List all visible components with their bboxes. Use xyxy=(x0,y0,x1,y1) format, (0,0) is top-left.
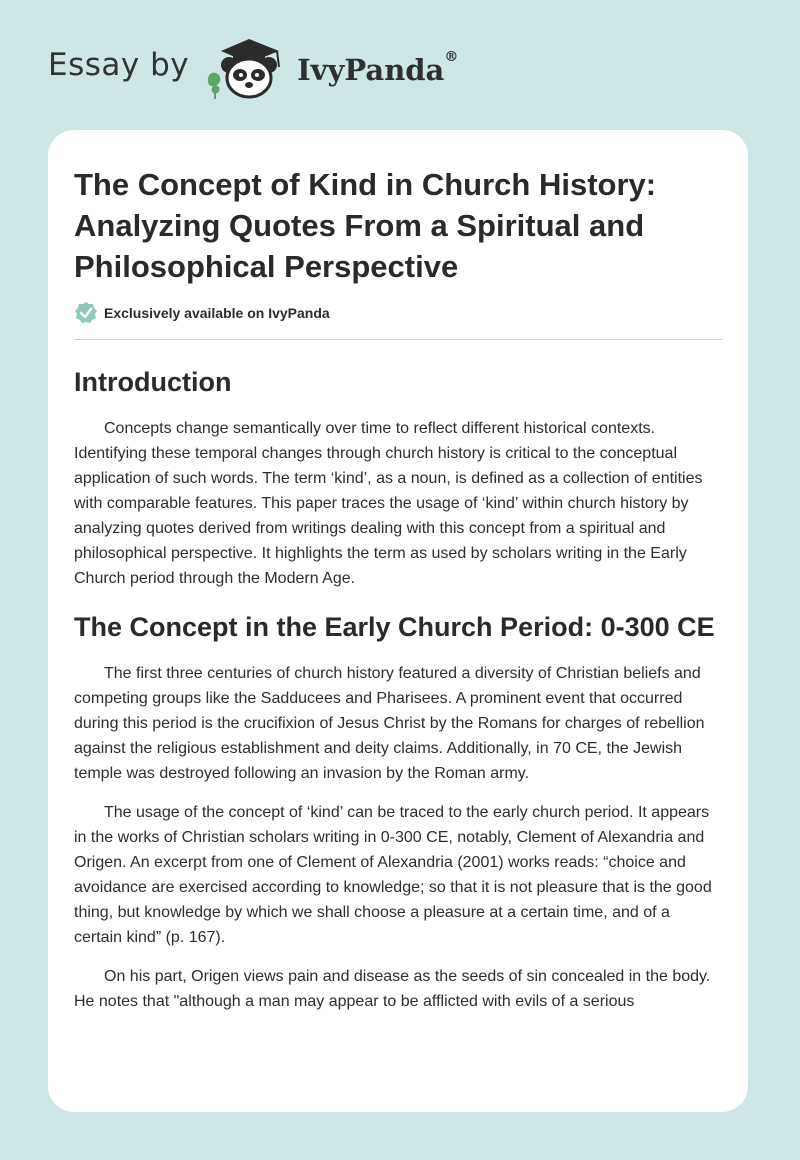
title-divider xyxy=(74,339,722,340)
paragraph: The usage of the concept of ‘kind’ can be traced to the early church period. It appears in the works of Christian scholars writing in 0-300 CE, notably, Clement of Alexandria and Origen. An excerpt from one of Clement of Alexandria (2001) works reads: “choice and avoidance are exercised according to knowledge; so that it is not pleasure that is the good thing, but knowledge by which we shall choose a pleasure at a certain time, and of a certain kind” (p. 167). xyxy=(74,804,712,946)
checkmark-badge-icon xyxy=(74,301,98,325)
paragraph: On his part, Origen views pain and disease as the seeds of sin concealed in the body. He notes that "although a man may appear to be afflicted with evils of a serious xyxy=(74,968,711,1010)
panda-logo-icon[interactable] xyxy=(201,35,293,101)
section-heading-introduction: Introduction xyxy=(74,367,232,397)
section-heading-early-church: The Concept in the Early Church Period: 0-300 CE xyxy=(74,612,715,642)
registered-mark: ® xyxy=(444,49,459,65)
essay-card xyxy=(48,130,748,1112)
exclusive-badge xyxy=(74,301,722,325)
brand-name[interactable] xyxy=(297,49,459,87)
essay-title: The Concept of Kind in Church History: Analyzing Quotes From a Spiritual and Philosophical Perspective xyxy=(74,167,657,284)
paragraph: The first three centuries of church history featured a diversity of Christian beliefs and competing groups like the Sadducees and Pharisees. A prominent event that occurred during this period is the crucifixion of Jesus Christ by the Romans for charges of rebellion against the religious establishment and deity claims. Additionally, in 70 CE, the Jewish temple was destroyed following an invasion by the Roman army. xyxy=(74,665,705,782)
brand-name-text: IvyPanda xyxy=(297,53,445,87)
essay-by-label: Essay by xyxy=(48,47,190,83)
site-header xyxy=(48,28,748,108)
exclusive-badge-text: Exclusively available on IvyPanda xyxy=(104,305,330,321)
paragraph: Concepts change semantically over time to reflect different historical contexts. Identifying these temporal changes through church history is critical to the conceptual application of such words. The term ‘kind’, as a noun, is defined as a collection of entities with comparable features. This paper traces the usage of ‘kind’ within church history by analyzing quotes derived from writings dealing with this concept from a spiritual and philosophical perspective. It highlights the term as used by scholars writing in the Early Church period through the Modern Age. xyxy=(74,420,703,587)
